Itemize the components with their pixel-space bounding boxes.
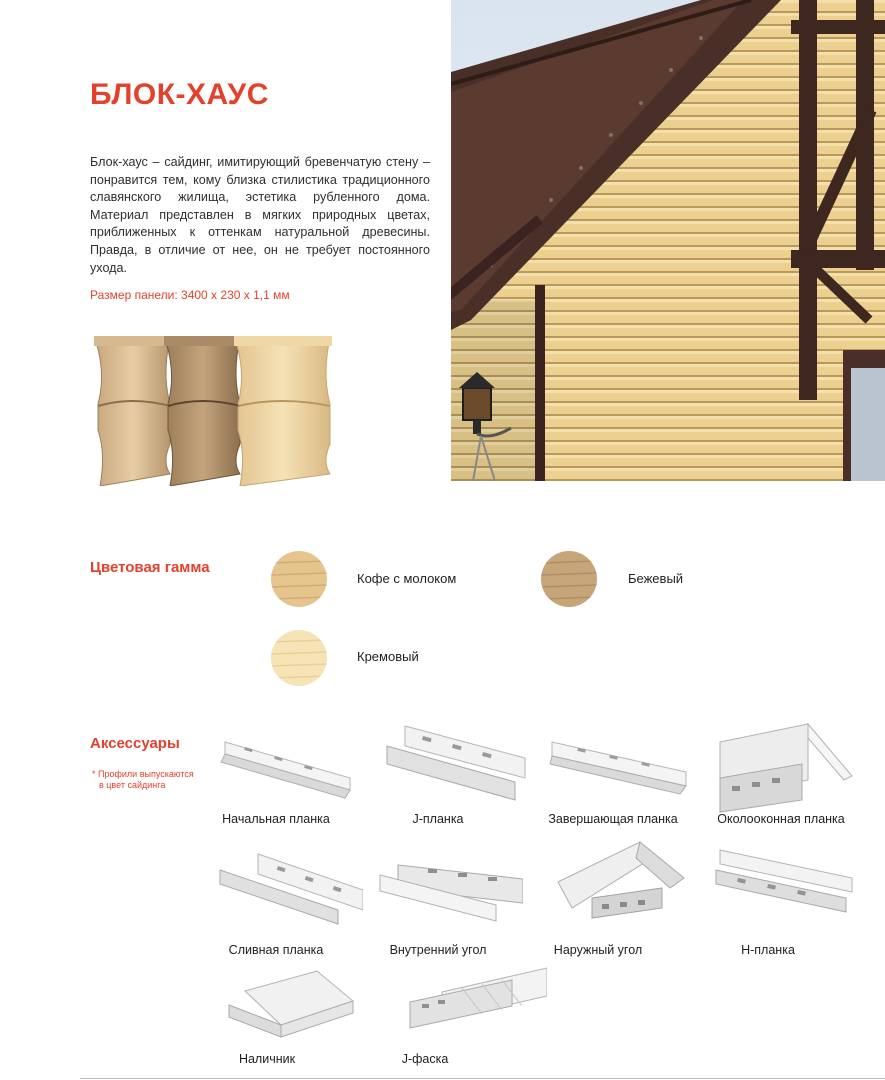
swatch-label: Кремовый — [357, 649, 419, 664]
accessory-label: Завершающая планка — [548, 812, 678, 826]
accessory-label: Наружный угол — [553, 943, 643, 957]
house-photo — [451, 0, 885, 481]
j-strip-image[interactable] — [385, 720, 530, 815]
accessory-label: J-фаска — [401, 1052, 449, 1066]
swatch-coffee-with-milk[interactable] — [271, 551, 327, 607]
starter-strip-image[interactable] — [215, 720, 360, 815]
h-strip-image[interactable] — [712, 840, 857, 935]
window-trim-image[interactable] — [712, 720, 857, 815]
accessories-note-line1: * Профили выпускаются — [92, 769, 194, 779]
accessories-section-title: Аксессуары — [90, 735, 180, 752]
accessory-label: J-планка — [412, 812, 464, 826]
accessory-label: Н-планка — [741, 943, 795, 957]
accessory-label: Внутренний угол — [389, 943, 487, 957]
drip-cap-image[interactable] — [218, 850, 363, 945]
accessory-label: Наличник — [238, 1052, 296, 1066]
page-divider — [80, 1078, 885, 1079]
finish-strip-image[interactable] — [548, 720, 693, 815]
j-chamfer-image[interactable] — [402, 962, 547, 1057]
swatch-cream[interactable] — [271, 630, 327, 686]
colors-section-title: Цветовая гамма — [90, 559, 210, 576]
intro-paragraph: Блок-хаус – сайдинг, имитирующий бревенчатую стену – понравится тем, кому близка стилистика традиционного славянского жилища, эстетика рубленного дома. Материал представлен в мягких природных цветах, приближенных к оттенкам натуральной древесины. Правда, в отличие от нее, он не требует постоянного ухода. — [90, 155, 430, 275]
panel-size-text: Размер панели: 3400 х 230 х 1,1 мм — [90, 288, 290, 302]
accessories-note-line2: в цвет сайдинга — [99, 780, 166, 790]
swatch-beige[interactable] — [541, 551, 597, 607]
accessory-label: Начальная планка — [222, 812, 330, 826]
outside-corner-image[interactable] — [552, 838, 697, 933]
casing-image[interactable] — [225, 965, 370, 1060]
inside-corner-image[interactable] — [378, 845, 523, 940]
siding-panels-image — [92, 334, 337, 486]
page-title: БЛОК-ХАУС — [90, 78, 269, 111]
accessory-label: Сливная планка — [228, 943, 324, 957]
swatch-label: Бежевый — [628, 571, 684, 586]
swatch-label: Кофе с молоком — [357, 571, 457, 586]
accessory-label: Околооконная планка — [717, 812, 845, 826]
